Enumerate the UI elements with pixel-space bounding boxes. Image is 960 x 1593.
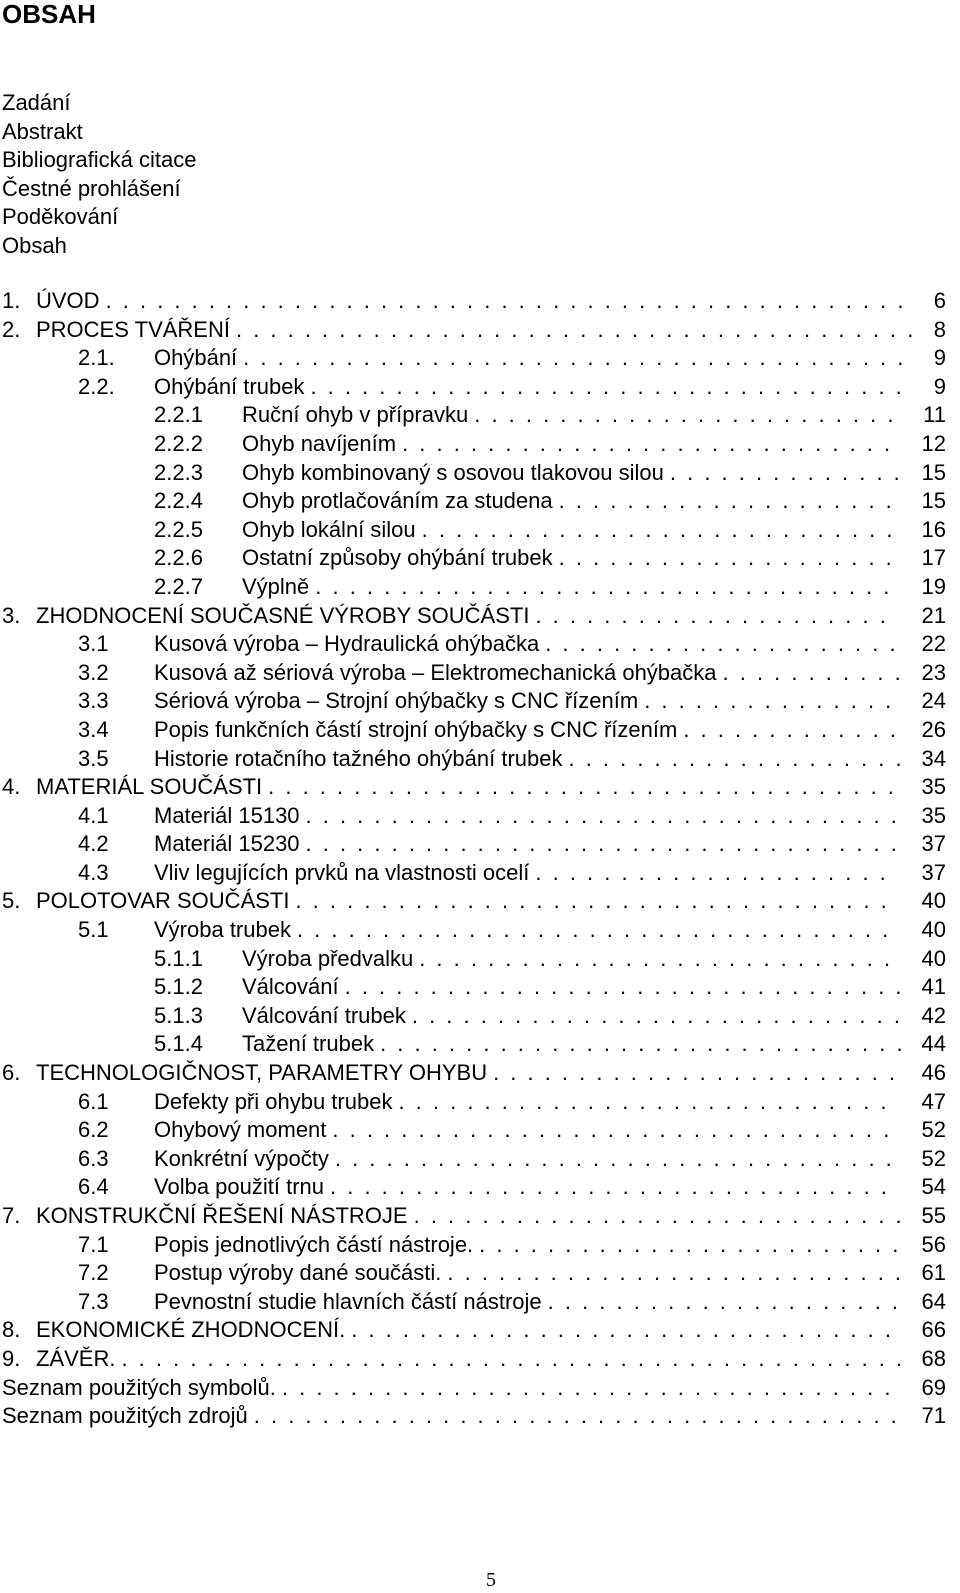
toc-entry-number: 5. — [2, 888, 21, 914]
toc-entry-page: 35 — [921, 774, 946, 800]
toc-entry[interactable] — [2, 287, 946, 316]
toc-entry-title: EKONOMICKÉ ZHODNOCENÍ. — [36, 1317, 346, 1343]
toc-entry-title: ÚVOD — [36, 288, 100, 313]
toc-entry-page: 52 — [921, 1117, 946, 1143]
toc-dot-leader: .................................. — [315, 573, 901, 599]
toc-dot-leader: .............................................. — [121, 1345, 914, 1371]
toc-entry-title: Válcování — [242, 974, 339, 1000]
toc-dot-leader: ................................... — [296, 917, 900, 943]
toc-dot-leader: ..................................... — [268, 774, 906, 800]
toc-entry[interactable] — [2, 1316, 946, 1345]
toc-entry-number: 2.2.6 — [154, 545, 203, 571]
toc-entry[interactable] — [2, 573, 946, 602]
toc-entry[interactable] — [2, 859, 946, 888]
toc-entry-number: 6.2 — [78, 1117, 109, 1143]
toc-entry[interactable] — [2, 945, 946, 974]
toc-entry-title: Tažení trubek — [242, 1031, 375, 1057]
toc-dot-leader: .................... — [558, 488, 903, 514]
toc-entry-title: Ostatní způsoby ohýbání trubek — [242, 545, 553, 571]
toc-entry-title: Materiál 15230 — [154, 831, 300, 857]
toc-entry-number: 6.1 — [78, 1088, 109, 1114]
toc-entry-page: 26 — [921, 716, 946, 742]
toc-entry-number: 2.2.4 — [154, 488, 203, 514]
toc-dot-leader: ....................................... — [243, 345, 915, 371]
toc-dot-leader: ..................... — [545, 631, 907, 657]
toc-entry-number: 7.2 — [78, 1260, 109, 1286]
toc-entry[interactable] — [2, 1345, 946, 1374]
toc-entry-page: 8 — [933, 316, 946, 342]
toc-entry-page: 61 — [921, 1260, 946, 1286]
toc-entry-title: TECHNOLOGIČNOST, PARAMETRY OHYBU — [36, 1060, 488, 1086]
toc-entry-title: Kusová až sériová výroba – Elektromechanická ohýbačka — [154, 659, 717, 685]
toc-entry-page: 19 — [921, 573, 946, 599]
toc-entry-number: 2.1. — [78, 345, 115, 371]
toc-entry-title: Kusová výroba – Hydraulická ohýbačka — [154, 631, 540, 657]
toc-entry-title: ZÁVĚR. — [36, 1345, 116, 1371]
toc-entry[interactable] — [2, 1059, 946, 1088]
toc-entry-page: 40 — [921, 945, 946, 971]
toc-entry-title: Postup výroby dané součásti. — [154, 1260, 442, 1286]
toc-dot-leader: .................... — [568, 745, 913, 771]
toc-dot-leader: ................................. — [332, 1117, 901, 1143]
toc-entry[interactable] — [2, 687, 946, 716]
toc-entry-title: POLOTOVAR SOUČÁSTI — [36, 888, 290, 914]
toc-entry-page: 68 — [921, 1345, 946, 1371]
toc-entry[interactable] — [2, 745, 946, 774]
toc-entry-title: Ohýbání trubek — [154, 373, 305, 399]
toc-dot-leader: ..................... — [535, 602, 897, 628]
toc-entry-title: Defekty při ohybu trubek — [154, 1088, 393, 1114]
toc-dot-leader: ............................. — [402, 430, 902, 456]
toc-entry-page: 46 — [921, 1060, 946, 1086]
toc-dot-leader: ............................... — [380, 1031, 914, 1057]
toc-entry-number: 6. — [2, 1060, 21, 1086]
toc-entry[interactable] — [2, 887, 946, 916]
toc-entry-number: 5.1.1 — [154, 945, 203, 971]
toc-entry[interactable] — [2, 373, 946, 402]
toc-entry-title: Popis jednotlivých částí nástroje. — [154, 1231, 474, 1257]
toc-entry-page: 40 — [921, 917, 946, 943]
toc-dot-leader: ................................. — [330, 1174, 899, 1200]
toc-entry[interactable] — [2, 1202, 946, 1231]
toc-entry[interactable] — [2, 973, 946, 1002]
toc-entry[interactable] — [2, 1002, 946, 1031]
toc-dot-leader: ............................ — [419, 945, 902, 971]
toc-entry-number: 7.3 — [78, 1288, 109, 1314]
toc-dot-leader: ...................................... — [253, 1403, 908, 1429]
toc-entry[interactable] — [2, 802, 946, 831]
toc-entry-title: Pevnostní studie hlavních částí nástroje — [154, 1288, 542, 1314]
toc-entry-number: 1. — [2, 288, 21, 313]
toc-entry-title: Ohyb protlačováním za studena — [242, 488, 553, 514]
toc-dot-leader: .................................... — [281, 1374, 902, 1400]
toc-entry[interactable] — [2, 1231, 946, 1260]
toc-dot-leader: ................................... — [295, 888, 898, 914]
toc-entry-number: 8. — [2, 1317, 21, 1343]
front-matter-item: Obsah — [2, 232, 67, 258]
toc-dot-leader: ............................ — [421, 516, 904, 542]
toc-dot-leader: ................................... — [305, 831, 908, 857]
toc-entry-title: ZHODNOCENÍ SOUČASNÉ VÝROBY SOUČÁSTI — [36, 602, 530, 628]
toc-entry-page: 24 — [921, 688, 946, 714]
toc-entry-page: 15 — [921, 488, 946, 514]
toc-entry-page: 47 — [921, 1088, 946, 1114]
toc-entry[interactable] — [2, 602, 946, 631]
toc-dot-leader: ............................. — [411, 1002, 912, 1028]
toc-entry[interactable] — [2, 344, 946, 373]
toc-dot-leader: ............................. — [398, 1088, 898, 1114]
toc-entry[interactable] — [2, 316, 946, 345]
toc-dot-leader: ......................... — [474, 402, 905, 428]
toc-entry-number: 5.1.3 — [154, 1002, 203, 1028]
toc-entry-page: 37 — [921, 831, 946, 857]
toc-entry-page: 11 — [923, 402, 946, 428]
toc-dot-leader: ............... — [644, 688, 903, 714]
toc-entry-number: 3.4 — [78, 716, 109, 742]
toc-entry-title: Popis funkčních částí strojní ohýbačky s CNC řízením — [154, 716, 678, 742]
toc-dot-leader: ................................... — [305, 802, 908, 828]
toc-dot-leader: .............. — [669, 459, 911, 485]
toc-entry-number: 4.1 — [78, 802, 109, 828]
toc-entry-number: 7.1 — [78, 1231, 109, 1257]
front-matter-item: Bibliografická citace — [2, 147, 197, 172]
toc-entry-title: Ohyb kombinovaný s osovou tlakovou silou — [242, 459, 664, 485]
toc-entry-page: 16 — [921, 516, 946, 542]
toc-entry-page: 22 — [921, 631, 946, 657]
toc-dot-leader: .................... — [558, 545, 903, 571]
toc-entry-page: 42 — [921, 1002, 946, 1028]
toc-dot-leader: ..................... — [547, 1288, 910, 1314]
toc-entry[interactable] — [2, 830, 946, 859]
front-matter-list — [2, 89, 196, 260]
toc-entry[interactable] — [2, 1173, 946, 1202]
toc-entry[interactable] — [2, 916, 946, 945]
toc-entry-number: 4. — [2, 774, 21, 800]
toc-entry-page: 69 — [921, 1374, 946, 1400]
toc-entry-page: 17 — [921, 545, 946, 571]
toc-entry-page: 56 — [921, 1231, 946, 1257]
page-number: 5 — [486, 1569, 496, 1591]
toc-entry-page: 55 — [921, 1203, 946, 1228]
toc-entry-page: 44 — [921, 1031, 946, 1057]
toc-entry[interactable] — [2, 1288, 946, 1317]
toc-entry-number: 5.1.4 — [154, 1031, 203, 1057]
toc-dot-leader: ............. — [683, 716, 908, 742]
toc-entry[interactable] — [2, 1402, 946, 1431]
toc-entry[interactable] — [2, 773, 946, 802]
toc-entry-number: 2. — [2, 316, 21, 342]
toc-entry-page: 54 — [921, 1174, 946, 1200]
front-matter-item: Poděkování — [2, 204, 119, 229]
toc-entry-page: 9 — [933, 345, 946, 371]
toc-dot-leader: ................................... — [310, 373, 913, 399]
toc-dot-leader: ........................ — [493, 1060, 907, 1086]
toc-dot-leader: ..................... — [535, 859, 897, 885]
toc-entry-title: Ohýbání — [154, 345, 238, 371]
toc-entry[interactable] — [2, 487, 946, 516]
toc-entry[interactable] — [2, 401, 946, 430]
toc-dot-leader: ............................................... — [105, 288, 915, 313]
toc-entry-page: 40 — [921, 888, 946, 914]
toc-entry-page: 6 — [933, 288, 946, 313]
toc-entry[interactable] — [2, 630, 946, 659]
toc-entry-page: 15 — [921, 459, 946, 485]
toc-entry-title: Válcování trubek — [242, 1002, 406, 1028]
front-matter-item: Zadání — [2, 90, 71, 115]
toc-entry-title: Volba použití trnu — [154, 1174, 325, 1200]
toc-entry-number: 2.2.2 — [154, 430, 203, 456]
toc-entry[interactable] — [2, 1030, 946, 1059]
toc-entry-number: 4.3 — [78, 859, 109, 885]
toc-entry-page: 71 — [921, 1403, 946, 1429]
toc-dot-leader: ........................................ — [235, 316, 925, 342]
toc-entry-number: 2.2.7 — [154, 573, 203, 599]
toc-entry-page: 66 — [921, 1317, 946, 1343]
toc-dot-leader: ........................... — [447, 1260, 913, 1286]
toc-entry-title: PROCES TVÁŘENÍ — [36, 316, 230, 342]
toc-entry-title: Ohybový moment — [154, 1117, 327, 1143]
toc-entry-page: 41 — [921, 974, 946, 1000]
toc-entry-number: 2.2.3 — [154, 459, 203, 485]
toc-entry-number: 9. — [2, 1345, 21, 1371]
toc-entry-title: KONSTRUKČNÍ ŘEŠENÍ NÁSTROJE — [36, 1203, 408, 1228]
toc-dot-leader: ................................ — [351, 1317, 903, 1343]
toc-entry-page: 64 — [921, 1288, 946, 1314]
toc-entry-number: 3.1 — [78, 631, 109, 657]
table-of-contents — [2, 287, 946, 1431]
toc-entry-number: 6.4 — [78, 1174, 109, 1200]
toc-entry-title: Ruční ohyb v přípravku — [242, 402, 469, 428]
toc-entry-title: Seznam použitých symbolů. — [2, 1374, 276, 1400]
toc-dot-leader: ......................... — [479, 1231, 910, 1257]
toc-entry-page: 12 — [921, 430, 946, 456]
toc-dot-leader: ........... — [722, 659, 912, 685]
toc-entry-number: 6.3 — [78, 1145, 109, 1171]
toc-entry-title: Výplně — [242, 573, 310, 599]
toc-entry-title: Výroba trubek — [154, 917, 291, 943]
front-matter-item: Abstrakt — [2, 118, 83, 144]
toc-entry-number: 3. — [2, 602, 21, 628]
toc-entry-page: 52 — [921, 1145, 946, 1171]
toc-entry-title: Konkrétní výpočty — [154, 1145, 329, 1171]
toc-entry-number: 5.1 — [78, 917, 109, 943]
toc-entry[interactable] — [2, 1088, 946, 1117]
toc-entry-title: Ohyb lokální silou — [242, 516, 416, 542]
toc-entry-page: 21 — [921, 602, 946, 628]
toc-dot-leader: ................................. — [344, 974, 913, 1000]
toc-entry[interactable] — [2, 1116, 946, 1145]
toc-entry-number: 2.2.1 — [154, 402, 203, 428]
toc-entry-title: Seznam použitých zdrojů — [2, 1403, 248, 1429]
toc-entry[interactable] — [2, 430, 946, 459]
toc-entry-title: MATERIÁL SOUČÁSTI — [36, 774, 263, 800]
toc-entry-page: 34 — [921, 745, 946, 771]
toc-entry-number: 7. — [2, 1203, 21, 1228]
front-matter-item: Čestné prohlášení — [2, 175, 181, 201]
toc-entry-number: 2.2.5 — [154, 516, 203, 542]
toc-entry[interactable] — [2, 716, 946, 745]
toc-entry-page: 35 — [921, 802, 946, 828]
toc-dot-leader: ................................. — [334, 1145, 903, 1171]
toc-dot-leader: ............................. — [413, 1203, 913, 1228]
toc-entry-number: 3.3 — [78, 688, 109, 714]
toc-entry-title: Vliv legujících prvků na vlastnosti ocelí — [154, 859, 530, 885]
toc-entry-title: Ohyb navíjením — [242, 430, 397, 456]
page-title: OBSAH — [2, 0, 96, 29]
toc-entry-title: Historie rotačního tažného ohýbání trubek — [154, 745, 563, 771]
toc-entry[interactable] — [2, 1145, 946, 1174]
toc-entry-page: 23 — [921, 659, 946, 685]
toc-entry-title: Sériová výroba – Strojní ohýbačky s CNC řízením — [154, 688, 639, 714]
toc-entry[interactable] — [2, 1259, 946, 1288]
toc-entry-number: 3.2 — [78, 659, 109, 685]
toc-entry-number: 2.2. — [78, 373, 115, 399]
toc-entry[interactable] — [2, 459, 946, 488]
toc-entry[interactable] — [2, 659, 946, 688]
toc-entry-number: 5.1.2 — [154, 974, 203, 1000]
toc-entry-title: Materiál 15130 — [154, 802, 300, 828]
toc-entry-number: 3.5 — [78, 745, 109, 771]
toc-entry-page: 37 — [921, 859, 946, 885]
toc-entry-title: Výroba předvalku — [242, 945, 414, 971]
toc-entry-number: 4.2 — [78, 831, 109, 857]
toc-entry[interactable] — [2, 516, 946, 545]
toc-entry-page: 9 — [933, 373, 946, 399]
toc-entry[interactable] — [2, 544, 946, 573]
toc-entry[interactable] — [2, 1374, 946, 1403]
